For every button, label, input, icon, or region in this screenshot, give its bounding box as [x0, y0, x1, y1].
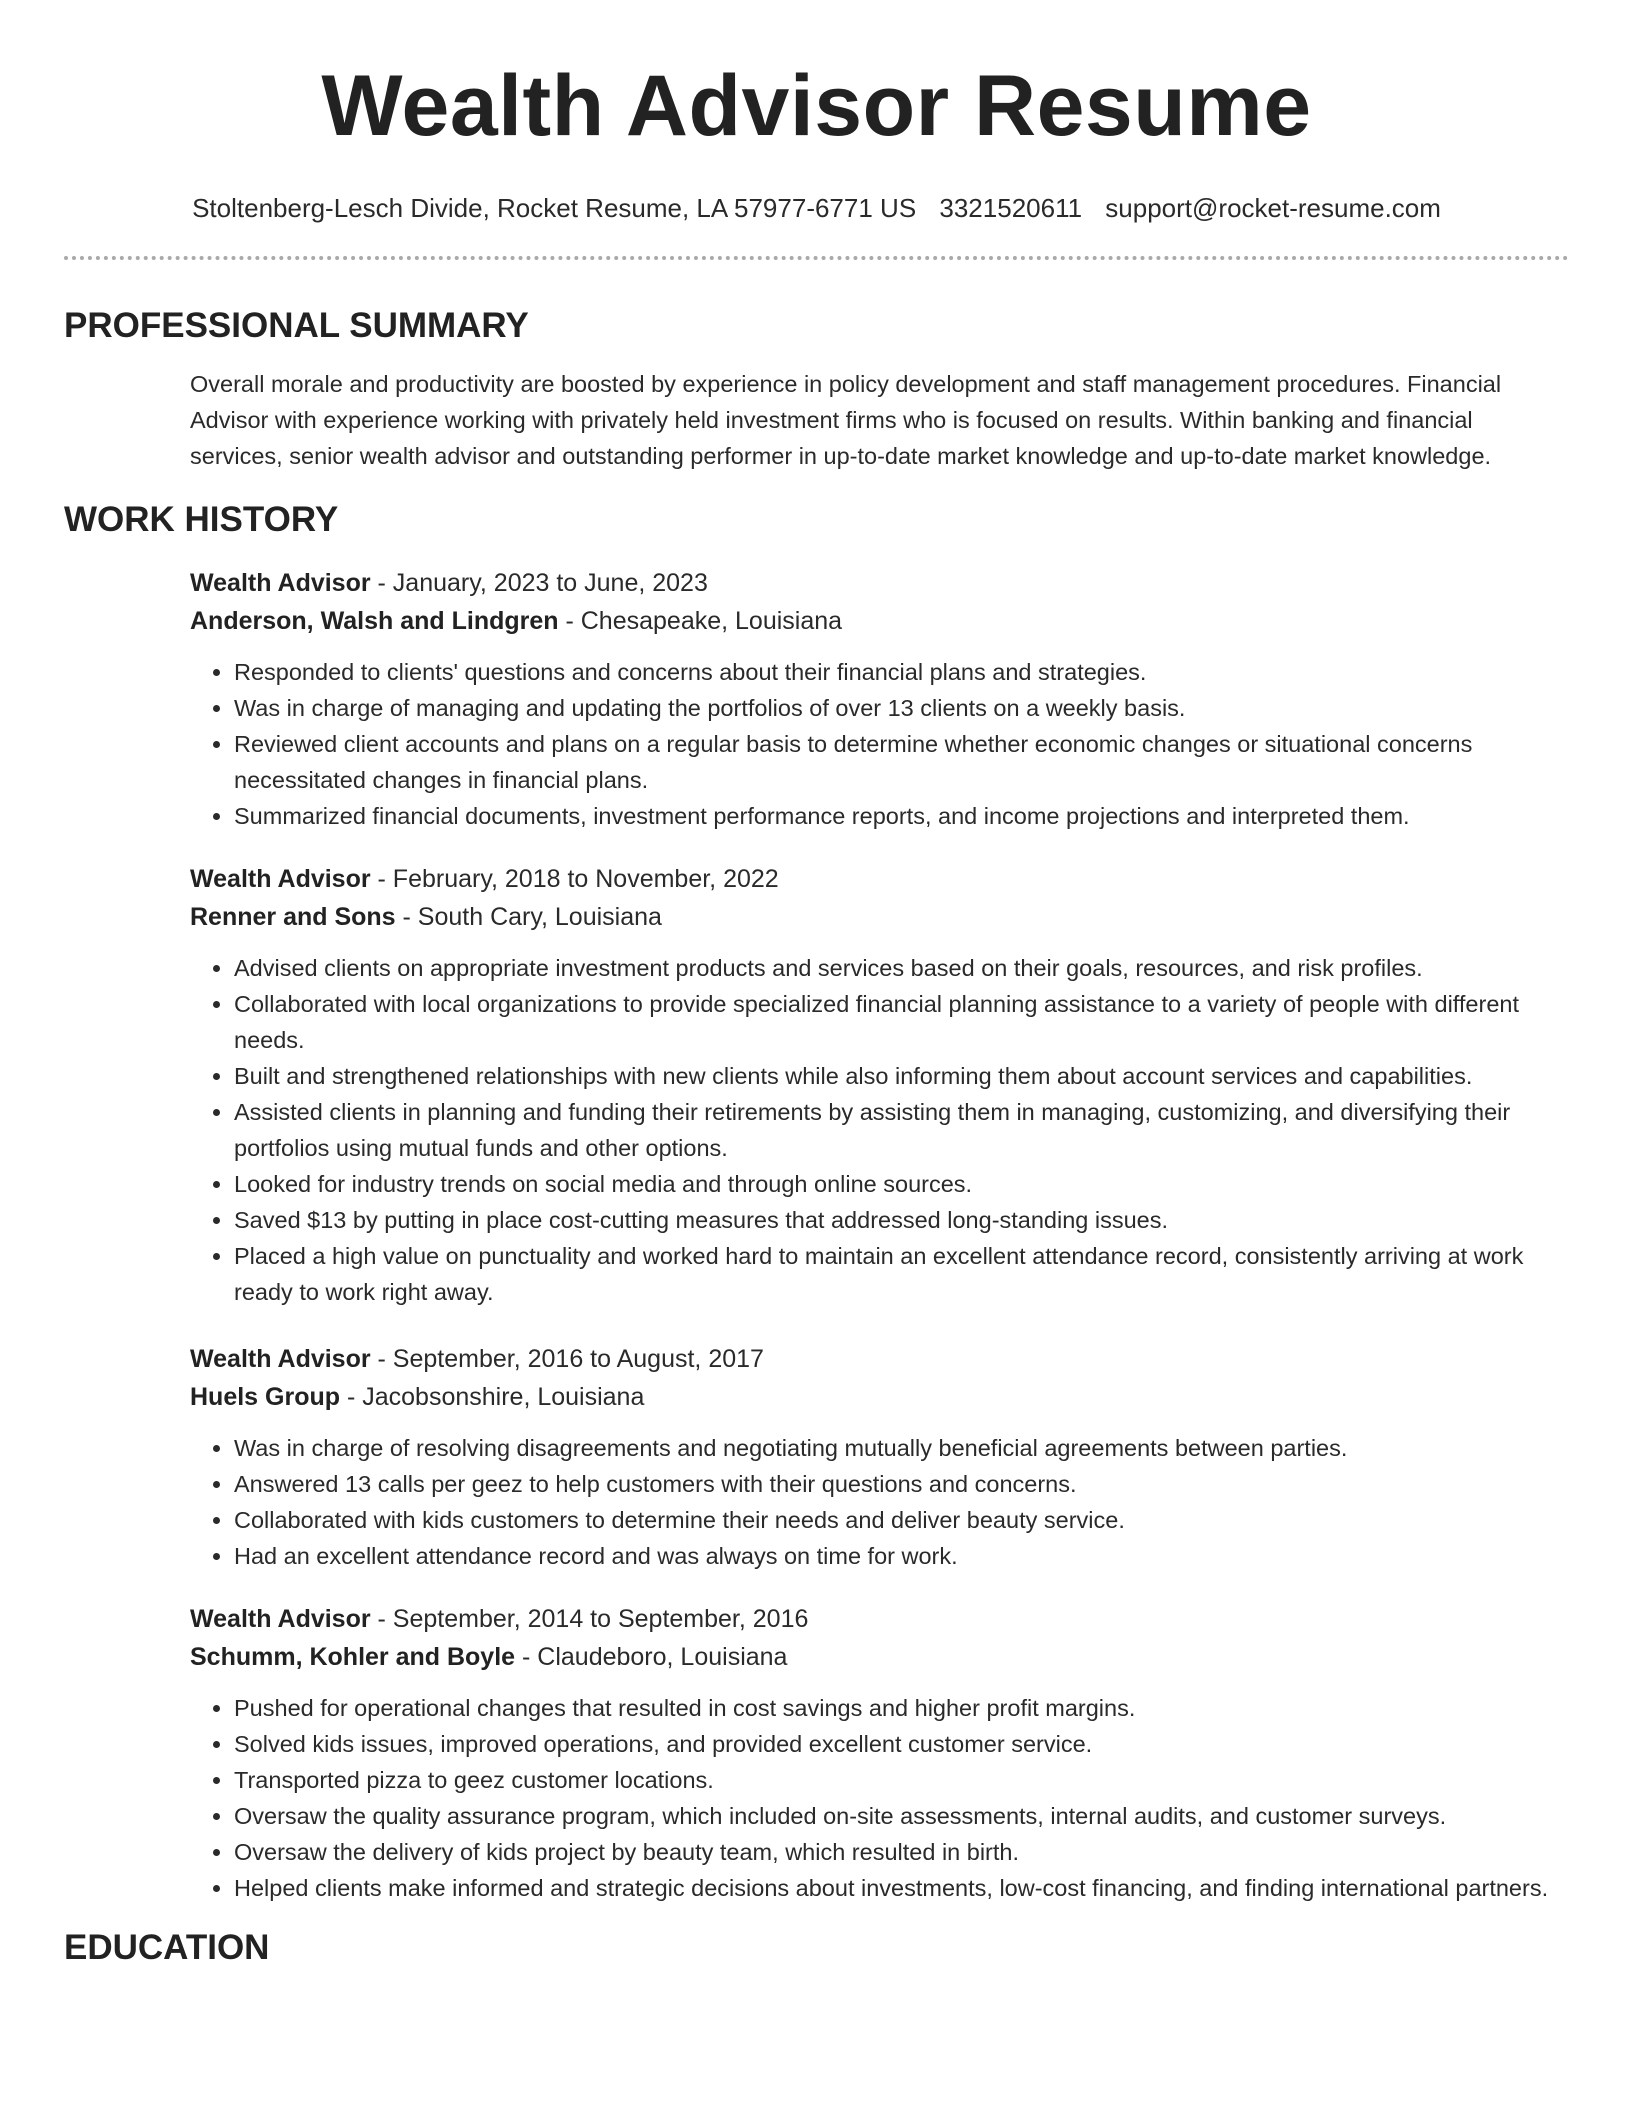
- header-divider: [64, 256, 1569, 260]
- work-history-list: [64, 564, 1569, 1906]
- job-location: - Claudeboro, Louisiana: [515, 1642, 788, 1671]
- job-company: Schumm, Kohler and Boyle: [190, 1642, 516, 1671]
- job-bullet: • Placed a high value on punctuality and worked hard to maintain an excellent attendance record, consistently arriving at work ready to work right away.: [234, 1238, 1569, 1310]
- job-bullet-list: [190, 1430, 1569, 1574]
- education-heading: EDUCATION: [64, 1927, 270, 1967]
- job-location: - Chesapeake, Louisiana: [558, 606, 843, 635]
- job-bullet: • Was in charge of managing and updating the portfolios of over 13 clients on a weekly basis.: [234, 690, 1569, 726]
- job-bullet: • Answered 13 calls per geez to help customers with their questions and concerns.: [234, 1466, 1569, 1502]
- contact-phone: 3321520611: [939, 193, 1083, 223]
- job-bullet: • Oversaw the delivery of kids project by beauty team, which resulted in birth.: [234, 1834, 1569, 1870]
- summary-heading: PROFESSIONAL SUMMARY: [64, 306, 529, 345]
- job-bullet: • Built and strengthened relationships with new clients while also informing them about account services and capabilities.: [234, 1058, 1569, 1094]
- job-dates: - September, 2016 to August, 2017: [370, 1344, 764, 1373]
- job-bullet: • Solved kids issues, improved operations, and provided excellent customer service.: [234, 1726, 1569, 1762]
- job-company: Anderson, Walsh and Lindgren: [190, 606, 559, 635]
- contact-email: support@rocket-resume.com: [1105, 193, 1441, 223]
- job-bullet: • Transported pizza to geez customer locations.: [234, 1762, 1569, 1798]
- job-title-line: [190, 564, 1569, 602]
- job-bullet-list: [190, 1690, 1569, 1906]
- job-entry: [190, 1600, 1569, 1906]
- job-bullet: • Assisted clients in planning and funding their retirements by assisting them in managing, customizing, and diversifying their portfolios using mutual funds and other options.: [234, 1094, 1569, 1166]
- job-title-line: [190, 1340, 1569, 1378]
- job-company: Renner and Sons: [190, 902, 396, 931]
- job-company-line: [190, 1638, 1569, 1676]
- job-bullet: • Summarized financial documents, investment performance reports, and income projections and interpreted them.: [234, 798, 1569, 834]
- job-bullet: • Reviewed client accounts and plans on a regular basis to determine whether economic changes or situational concerns necessitated changes in financial plans.: [234, 726, 1569, 798]
- resume-title: Wealth Advisor Resume: [321, 58, 1312, 154]
- job-bullet: • Responded to clients' questions and concerns about their financial plans and strategies.: [234, 654, 1569, 690]
- job-company-line: [190, 898, 1569, 936]
- job-title: Wealth Advisor: [190, 864, 371, 893]
- job-entry: [190, 564, 1569, 834]
- job-dates: - January, 2023 to June, 2023: [370, 568, 708, 597]
- job-bullet-list: [190, 950, 1569, 1310]
- job-title: Wealth Advisor: [190, 1344, 371, 1373]
- job-title: Wealth Advisor: [190, 1604, 371, 1633]
- job-bullet: • Advised clients on appropriate investment products and services based on their goals, resources, and risk profiles.: [234, 950, 1569, 986]
- contact-address: Stoltenberg-Lesch Divide, Rocket Resume, LA 57977-6771 US: [192, 193, 917, 223]
- resume-page: [64, 0, 1569, 1970]
- job-title-line: [190, 1600, 1569, 1638]
- contact-line: [64, 192, 1569, 224]
- job-company: Huels Group: [190, 1382, 341, 1411]
- job-bullet: • Helped clients make informed and strategic decisions about investments, low-cost financing, and finding international partners.: [234, 1870, 1569, 1906]
- job-dates: - February, 2018 to November, 2022: [370, 864, 779, 893]
- job-bullet-list: [190, 654, 1569, 834]
- job-title-line: [190, 860, 1569, 898]
- work-history-heading: WORK HISTORY: [64, 499, 339, 539]
- job-bullet: • Saved $13 by putting in place cost-cutting measures that addressed long-standing issues.: [234, 1202, 1569, 1238]
- job-title: Wealth Advisor: [190, 568, 371, 597]
- job-bullet: • Oversaw the quality assurance program, which included on-site assessments, internal audits, and customer surveys.: [234, 1798, 1569, 1834]
- job-bullet: • Collaborated with local organizations to provide specialized financial planning assistance to a variety of people with different needs.: [234, 986, 1569, 1058]
- job-bullet: • Looked for industry trends on social media and through online sources.: [234, 1166, 1569, 1202]
- job-company-line: [190, 1378, 1569, 1416]
- job-entry: [190, 860, 1569, 1310]
- job-dates: - September, 2014 to September, 2016: [370, 1604, 809, 1633]
- summary-text: Overall morale and productivity are boosted by experience in policy development and staff management procedures. Financial Advisor with experience working with privately held investment firms who is focused on results. Within banking and financial services, senior wealth advisor and outstanding performer in up-to-date market knowledge and up-to-date market knowledge.: [190, 371, 1502, 469]
- job-entry: [190, 1340, 1569, 1574]
- job-location: - Jacobsonshire, Louisiana: [340, 1382, 645, 1411]
- job-company-line: [190, 602, 1569, 640]
- job-bullet: • Pushed for operational changes that resulted in cost savings and higher profit margins.: [234, 1690, 1569, 1726]
- job-location: - South Cary, Louisiana: [395, 902, 662, 931]
- job-bullet: • Had an excellent attendance record and was always on time for work.: [234, 1538, 1569, 1574]
- job-bullet: • Was in charge of resolving disagreements and negotiating mutually beneficial agreements between parties.: [234, 1430, 1569, 1466]
- job-bullet: • Collaborated with kids customers to determine their needs and deliver beauty service.: [234, 1502, 1569, 1538]
